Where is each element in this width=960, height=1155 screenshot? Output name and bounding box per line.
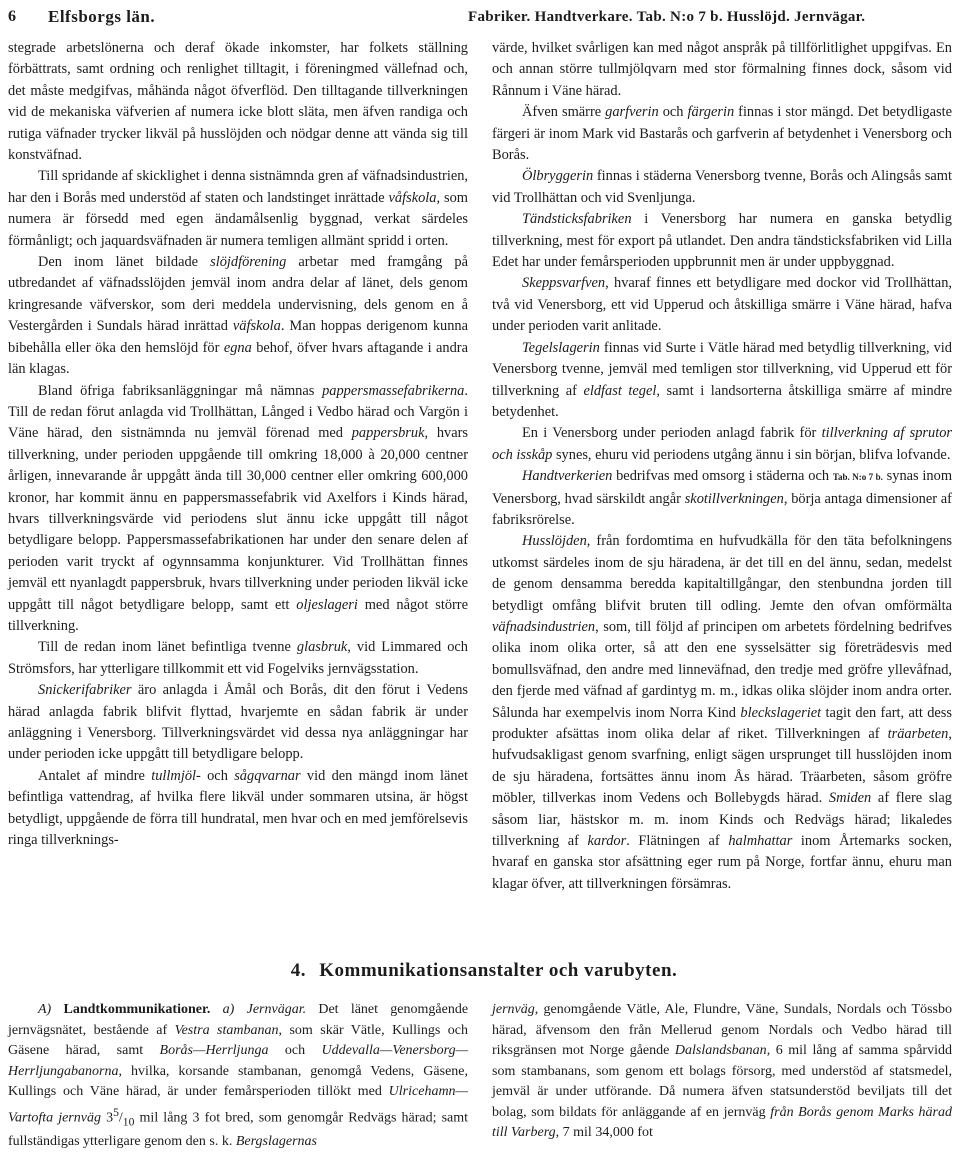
paragraph: Antalet af mindre tullmjöl- och sågqvarnar vid den mängd inom länet befintliga vattendrag, af hvilka flere likväl under sommaren utsina, är högst betydligt, uppgående de förra till hundratal, men hvar och en med jemförelsevis ringa tillverknings- xyxy=(8,767,469,849)
bottom-left-column xyxy=(8,1000,468,1150)
paragraph: Till de redan inom länet befintliga tvenne glasbruk, vid Limmared och Strömsfors, har ytterligare tillkommit ett vid Fogelviks jernvägsstation. xyxy=(8,639,468,677)
body-columns xyxy=(8,38,952,918)
paragraph: Den inom länet bildade slöjdförening arbetar med framgång på utbredandet af väfnadsslöjden jemväl inom andra delar af länet, dels genom kringresande väfverskor, som deri meddela undervisning, dels genom en å Vestergården i Sundals härad inrättad väfskola. Man hoppas derigenom kunna bibehålla eller öka den hemslöjd för egna behof, öfver hvars aftagande i andra län klagas. xyxy=(8,254,469,378)
paragraph: En i Venersborg under perioden anlagd fabrik för tillverkning af sprutor och isskåp synes, ehuru vid periodens utgång ännu i sin början, blifva lofvande. xyxy=(492,425,952,463)
paragraph: stegrade arbetslönerna och deraf ökade inkomster, har folkets ställning förbättrats, samt ordning och renlighet tilltagit, i föreningmed vällefnad och, det måste medgifvas, måhända något öfverflöd. Den tilltagande tillverkningen vid de mekaniska väfverien af numera icke blott släta, men äfven randiga och rutiga väfnader trycker likväl på husslöjden och nödgar denne att vända sig till konstväfnad. xyxy=(8,40,468,164)
paragraph: Äfven smärre garfverin och färgerin finnas i stor mängd. Det betydligaste färgeri är inom Mark vid Bastarås och garfverin af betydenhet i Venersborg och Borås. xyxy=(492,104,953,164)
section-title: Kommunikationsanstalter och varubyten. xyxy=(319,960,678,981)
paragraph: Tändsticksfabriken i Venersborg har numera en ganska betydlig tillverkning, mest för export på utlandet. Den andra tändsticksfabriken vid Lilla Edet har under femårsperioden uppbrunnit men är under uppbyggnad. xyxy=(492,211,952,271)
paragraph: Till spridande af skicklighet i denna sistnämnda gren af väfnadsindustrien, har den i Borås med understöd af staten och landstinget inrättade våfskola, som numera är försedd med egen ändamålsenlig byggnad, verkat särdeles förmånligt; och jaquardsväfnaden är numera temligen allmänt spridd i orten. xyxy=(8,168,469,249)
paragraph: Ölbryggerin finnas i städerna Venersborg tvenne, Borås och Alingsås samt vid Trollhättan och vid Svenljunga. xyxy=(492,168,952,206)
paragraph: Snickerifabriker äro anlagda i Åmål och Borås, dit den förut i Vedens härad anlagda fabrik blifvit flyttad, hvarjemte en sådan fabrik är under anläggning i Venersborg. Tillverkningsvärdet vid dessa nya anläggningar har under perioden icke uppgått till betydligare belopp. xyxy=(8,682,468,763)
paragraph: Bland öfriga fabriksanläggningar må nämnas pappersmassefabrikerna. Till de redan förut anlagda vid Trollhättan, Långed i Vedbo härad och Vargön i Väne härad, den sistnämnda nu jemväl förenad med pappersbruk, hvars tillverkning, under perioden uppgående till omkring 18,000 à 20,000 centner årligen, innevarande år uppgått ända till 30,000 centner eller omkring 600,000 kronor, har kommit ännu en pappersmassefabrik vid Axelfors i Kinds härad, hvars tillverkningsvärde vid periodens slut ännu icke uppgått till något betydligare belopp. Pappersmassefabrikationen har under den senare delen af perioden varit tryckt af ogynnsamma konjunkturer. Vid Trollhättan finnes jemväl ett nyanlagdt pappersbruk, hvars tillverkning under perioden likväl icke uppgått till något betydligare belopp, samt ett oljeslageri med något större tillverkning. xyxy=(8,382,469,634)
right-column xyxy=(492,38,952,918)
left-column xyxy=(8,38,468,918)
paragraph: Husslöjden, från fordomtima en hufvudkälla för den täta befolkningens utkomst särdeles inom de sju häradena, är det till en del ännu, sedan, medelst de genom densamma beredda kapitaltillgångar, den stenbundna jorden till betydligt omfång blifvit bruten till odling. Jemte den ofvan omförmälta väfnadsindustrien, som, till följd af principen om arbetets fördelning bedrifves olika inom olika orter, så att den ene sysselsätter sig företrädesvis med bomullsväfnad, den andre med linneväfnad, den tredje med gröfre yllevåfnad, den fjerde med väfnad af gardintyg m. m., idkas olika slöjder inom andra orter. Sålunda har exempelvis inom Norra Kind bleckslageriet tagit den fart, att dess produkter afsättas inom olika delar af riket. Tillverkningen af träarbeten, hufvudsakligast genom svarfning, enligt sägen ursprunget till husslöjden inom de sju häradena, fortsättes ännu inom Ås härad. Träarbeten, såsom gröfre möbler, tillverkas inom Vedens och Bollebygds härad. Smiden af flere slag såsom liar, hästskor m. m. inom Kinds och Redvägs härad; likaledes tillverkning af kardor. Flätningen af halmhattar inom Årtemarks socken, hvaraf en ganska stor afsättning eger rum på Norge, fortfar ännu, ehuru man klagar öfver, att tillverkningen försämras. xyxy=(492,533,953,892)
county-title: Elfsborgs län. xyxy=(48,7,156,26)
paragraph: Tegelslagerin finnas vid Surte i Vätle härad med betydlig tillverkning, vid Venersborg tvenne, jemväl med temligen stor tillverkning, vid Upperud ett för tillverkning af eldfast tegel, samt i landsorterna åtskilliga smärre af mindre betydenhet. xyxy=(492,339,953,420)
section-columns xyxy=(8,1000,952,1150)
subsection-title: Landtkommunikationer. xyxy=(63,1002,211,1017)
paragraph: värde, hvilket svårligen kan med något anspråk på tillförlitlighet uppgifvas. En och annan större tullmjölqvarn med stor förmalning finnes dock, såsom vid Rånnum i Väne härad. xyxy=(492,40,952,99)
section-number: 4. xyxy=(290,960,306,981)
paragraph: jernväg, genomgående Vätle, Ale, Flundre, Väne, Sundals, Nordals och Tössbo härad, äfvensom den från Mellerud genom Nordals och Vedbo härad till riksgränsen mot Norge gående Dalslandsbanan, 6 mil lång af samma spårvidd som stambanans, som genom ett bolags försorg, med understöd af statsmedel, jemväl är under utförande. Då numera äfven statsunderstöd beviljats till det bolag, som bildats för anläggande af en jernväg från Borås genom Marks härad till Varberg, 7 mil 34,000 fot xyxy=(492,1002,952,1140)
table-reference: Tab. N:o 7 b. xyxy=(832,472,883,483)
bottom-right-column xyxy=(492,1000,952,1150)
paragraph: Skeppsvarfven, hvaraf finnes ett betydligare med dockor vid Trollhättan, två vid Venersborg, ett vid Upperud och åtskilliga smärre i Väne härad, hafva under perioden varit anlitade. xyxy=(492,275,952,335)
page-number: 6 xyxy=(8,8,16,25)
page-header xyxy=(8,4,952,30)
paragraph: Handtverkerien bedrifvas med omsorg i städerna och Tab. N:o 7 b. synas inom Venersborg, hvad särskildt angår skotillverkningen, börja antaga dimensioner af fabriksrörelse. xyxy=(492,468,953,528)
running-title: Fabriker. Handtverkare. Tab. N:o 7 b. Husslöjd. Jernvägar. xyxy=(468,8,866,25)
paragraph: A) Landtkommunikationer. a) Jernvägar. Det länet genomgående jernvägsnätet, bestående af Vestra stambanan, som skär Vätle, Kullings och Gäsene härad, samt Borås—Herrljunga och Uddevalla—Venersborg—Herrljungabanorna, hvilka, korsande stambanan, genomgå Vedens, Gäsene, Kullings och Väne härad, är under femårsperioden tillökt med Ulricehamn—Vartofta jernväg $3^5/_{10}$ mil lång 3 fot bred, som genomgår Redvägs härad; samt fullständigas ytterligare genom den s. k. Bergslagernas xyxy=(8,1002,469,1150)
section-heading xyxy=(0,960,960,982)
